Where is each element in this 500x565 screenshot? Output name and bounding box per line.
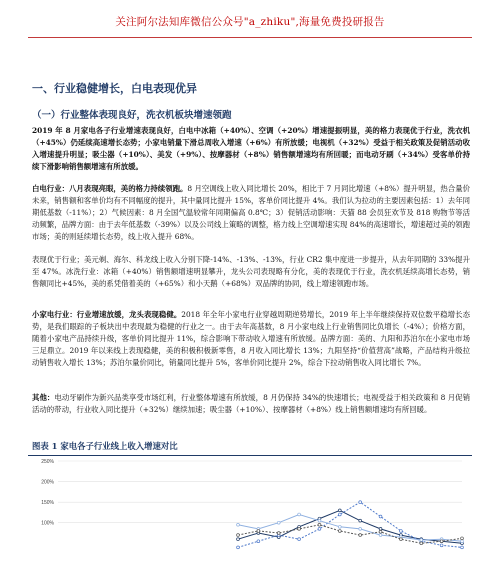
small-appliance-paragraph: [32, 309, 470, 369]
series-point: [440, 544, 443, 547]
series-point: [298, 513, 301, 516]
series-point: [420, 542, 423, 545]
series-point: [338, 513, 341, 516]
series-point: [277, 521, 280, 524]
series-point: [237, 523, 240, 526]
y-tick-label: 150%: [41, 500, 54, 507]
series-point: [440, 540, 443, 543]
series-point: [359, 527, 362, 530]
series-point: [298, 527, 301, 530]
series-point: [400, 530, 403, 533]
series-point: [359, 519, 362, 522]
series-point: [461, 537, 464, 540]
other-paragraph: [32, 392, 470, 416]
subsection-heading: （一）行业整体表现良好，洗衣机板块增速领跑: [32, 110, 232, 121]
series-line: [238, 510, 462, 543]
series-point: [379, 534, 382, 537]
series-point: [359, 534, 362, 537]
series-point: [400, 538, 403, 541]
y-tick-label: 250%: [41, 459, 54, 465]
section-heading: 一、行业稳健增长，白电表现优异: [32, 82, 197, 95]
series-point: [379, 515, 382, 518]
series-point: [237, 534, 240, 537]
y-tick-label: 200%: [41, 479, 54, 486]
small-appliance-lead: 小家电行业：行业增速放缓，龙头表现稳健。: [32, 310, 182, 319]
series-point: [379, 530, 382, 533]
other-lead: 其他：: [32, 393, 55, 402]
series-point: [461, 540, 464, 543]
summary-paragraph: [32, 125, 470, 173]
summary-text: 2019 年 8 月家电各子行业增速表现良好，白电中冰箱（+40%）、空调（+20%）增速提振明显，美的格力表现优于行业，洗衣机（+45%）仍延续高速增长态势；小家电销量下滑总周收入增速（+6%）有所放缓；电视机（+32%）受益于相关政策及促销活动收入增速提升明显；吸尘器（+10%）、美发（+9%）、按摩器材（+8%）销售额增速均有所回暖；而电动牙刷（+34%）受客单价持续下滑影响销售额增速有所放缓。: [32, 126, 470, 171]
revenue-growth-chart: [28, 457, 472, 565]
white-goods-paragraph: [32, 183, 470, 243]
series-point: [277, 532, 280, 535]
series-point: [298, 538, 301, 541]
figure-divider: [28, 455, 472, 456]
figure-title: 图表 1 家电各子行业线上收入增速对比: [32, 441, 178, 451]
series-point: [338, 530, 341, 533]
y-tick-label: 100%: [41, 520, 54, 527]
series-point: [420, 539, 423, 542]
white-goods-lead: 白电行业：八月表现亮眼，美的格力持续领跑。: [32, 184, 188, 193]
series-point: [237, 546, 240, 549]
small-appliance-body: 2018 年全年小家电行业穿越周期逆势增长，2019 年上半年继续保持双位数平稳增长态势，是我们眼踪的子板块出中表现最为稳健的行业之一。由于去年高基数，8 月小家电线上行业销售同比负增长（-4%）；价格方面，随着小家电产品持续升级，客单价同比提升 11%，综合影响下带动收入增速有所放缓。品牌方面：美的、九阳和苏泊尔在小家电市场三足鼎立。2019 年以来线上表现稳健，美的积极积极新零售，8 月收入同比增长 13%；九阳坚持“价值营高”战略，产品结构升级拉动销售收入增长 13%；苏泊尔量价同比，销量同比提升 5%，客单价同比提升 2%，综合下拉动销售收入同比增长 7%。: [32, 310, 470, 367]
white-goods-body: 8 月空调线上收入同比增长 20%，相比于 7 月同比增速（+8%）提升明显，热合量价未来，销售额和客单价均有不同幅度的提升，其中量同比提升 15%，客单价同比提升 4%。我们认为拉动的主要因素包括：1）去年同期低基数（-11%）；2）气候因素：8 月全国气温较常年同期偏高 0.8℃；3）促销活动影响：天猫 88 会员狂欢节及 818 购物节等活动频繁，品牌方面：由于去年低基数（-39%）以及公司线上策略的调整，格力线上空调增速实现 84%的高速增长，增速超过美的领跑市场；美的则延续增长态势，线上收入提升 68%。: [32, 184, 470, 241]
other-body: 电动牙刷作为新兴品类享受市场红利，行业整体增速有所放缓，8 月仍保持 34%的快速增长；电视受益于相关政策和 8 月促销活动的带动，行业收入同比提升（+32%）继续加速；吸尘器（+10%）、按摩器材（+8%）线上销售额增速均有所回暖。: [32, 393, 470, 414]
series-point: [257, 530, 260, 533]
ice-wash-body: 表现优于行业；美元剃、海尔、科龙线上收入分别下降-14%、-13%、-13%，行业 CR2 集中度进一步提升，从去年同期的 33%提升至 47%。冰洗行业：冰箱（+40%）销售额增速明显攀升，龙头公司表现略有分化，美的表现优于行业，洗衣机延续高增长态势，销售额同比+45%，美的系凭借着美的（+65%）和小天鹅（+68%）双品牌的协同，线上增速领跑市场。: [32, 255, 470, 288]
series-point: [359, 501, 362, 504]
series-point: [318, 519, 321, 522]
series-point: [338, 525, 341, 528]
series-point: [461, 546, 464, 549]
series-point: [257, 540, 260, 543]
report-banner: 关注阿尔法知库微信公众号"a_zhiku",海量免费投研报告: [115, 16, 385, 28]
series-point: [237, 538, 240, 541]
series-point: [338, 509, 341, 512]
series-point: [379, 527, 382, 530]
series-point: [318, 527, 321, 530]
series-point: [318, 523, 321, 526]
header-divider: [28, 37, 472, 38]
ice-wash-paragraph: [32, 254, 470, 290]
